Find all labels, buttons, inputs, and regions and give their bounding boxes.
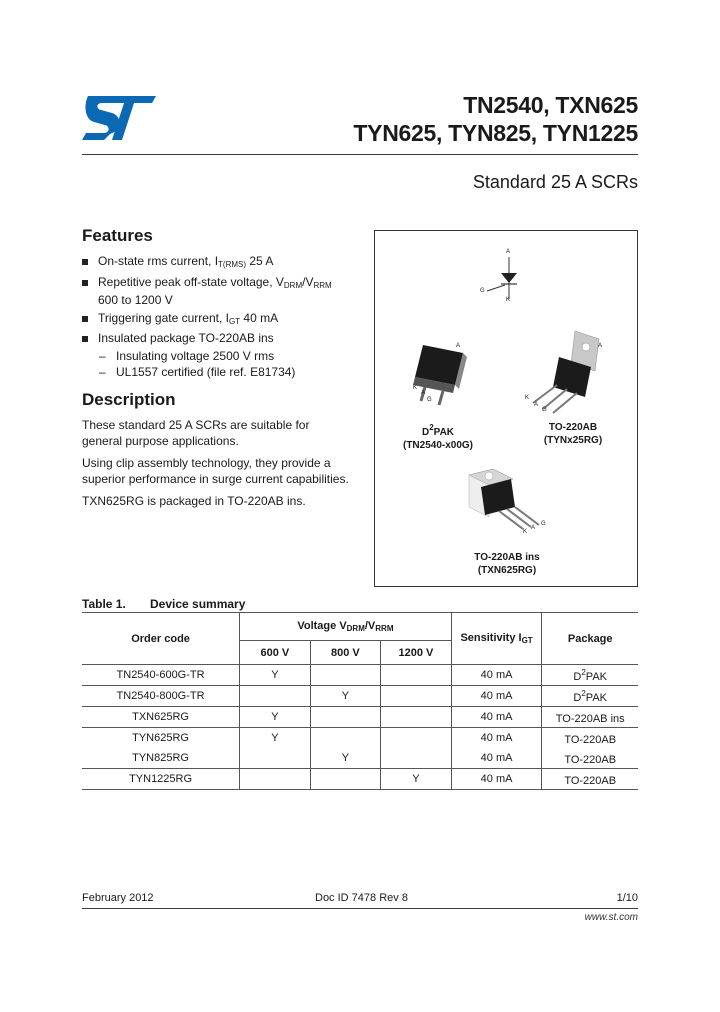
cell-order-code: TYN1225RG bbox=[129, 773, 193, 785]
symbol-pin-a: A bbox=[506, 249, 511, 255]
feature-subitem: – UL1557 certified (file ref. E81734) bbox=[99, 365, 296, 379]
to220ab-label: TO-220AB (TYNx25RG) bbox=[543, 422, 603, 446]
cell-1200v: Y bbox=[381, 769, 452, 790]
device-summary-table bbox=[82, 612, 638, 790]
cell-order-code: TYN625RG bbox=[132, 732, 189, 744]
d2pak-pin-a: A bbox=[421, 390, 426, 396]
cell-600v: Y bbox=[240, 728, 311, 749]
footer-url[interactable]: www.st.com bbox=[584, 912, 638, 923]
table-row bbox=[82, 686, 638, 707]
cell-800v: Y bbox=[310, 686, 381, 707]
feature-item: Triggering gate current, $I_{GT}$ 40 mA bbox=[82, 311, 362, 330]
table-row bbox=[82, 728, 638, 749]
symbol-pin-g: G bbox=[480, 288, 485, 294]
to220ab-ins-package-icon bbox=[459, 467, 549, 547]
to220ab-pin-k: K bbox=[525, 395, 530, 401]
cell-600v: Y bbox=[240, 665, 311, 686]
cell-package: TO-220AB ins bbox=[542, 707, 638, 728]
cell-1200v bbox=[381, 665, 452, 686]
scr-symbol-icon bbox=[475, 247, 525, 309]
header-800v: 800 V bbox=[310, 641, 381, 665]
cell-sensitivity: 40 mA bbox=[451, 665, 542, 686]
cell-800v bbox=[310, 707, 381, 728]
header-600v: 600 V bbox=[240, 641, 311, 665]
cell-sensitivity: 40 mA bbox=[451, 769, 542, 790]
feature-item: Repetitive peak off-state voltage, $V_{DRM}/V_{RRM}$ 600 to 1200 V bbox=[82, 275, 362, 309]
cell-package: $D^2PAK$ bbox=[542, 686, 638, 707]
header-1200v: 1200 V bbox=[381, 641, 452, 665]
description-body bbox=[82, 418, 352, 517]
cell-600v bbox=[240, 769, 311, 790]
cell-1200v bbox=[381, 728, 452, 749]
description-paragraph: TXN625RG is packaged in TO-220AB ins. bbox=[82, 494, 306, 508]
d2pak-pin-g: G bbox=[427, 397, 432, 403]
footer-rule bbox=[82, 908, 638, 909]
features-list bbox=[82, 254, 362, 382]
d2pak-package-icon bbox=[403, 339, 473, 413]
to220ab-ins-label: TO-220AB ins (TXN625RG) bbox=[474, 552, 540, 576]
cell-800v: Y bbox=[310, 748, 381, 769]
table-row bbox=[82, 769, 638, 790]
description-paragraph: These standard 25 A SCRs are suitable for general purpose applications. bbox=[82, 418, 310, 448]
cell-800v bbox=[310, 728, 381, 749]
cell-order-code: TN2540-600G-TR bbox=[116, 669, 205, 681]
footer-doc-id: Doc ID 7478 Rev 8 bbox=[315, 892, 408, 904]
d2pak-label: $D^2PAK$ (TN2540-x00G) bbox=[402, 423, 474, 451]
cell-package: TO-220AB bbox=[542, 748, 638, 769]
to220ab-pin-a: A bbox=[534, 402, 539, 408]
page-title-line1: TN2540, TXN625 bbox=[463, 92, 638, 118]
page-subtitle: Standard 25 A SCRs bbox=[472, 172, 638, 192]
cell-600v bbox=[240, 686, 311, 707]
cell-package: TO-220AB bbox=[542, 769, 638, 790]
footer-page: 1/10 bbox=[616, 892, 638, 904]
feature-item: Insulated package TO-220AB ins bbox=[82, 331, 362, 347]
cell-order-code: TYN825RG bbox=[132, 752, 189, 764]
page-title-line2: TYN625, TYN825, TYN1225 bbox=[353, 120, 638, 146]
cell-800v bbox=[310, 665, 381, 686]
feature-item: On-state rms current, $I_{T(RMS)}$ 25 A bbox=[82, 254, 362, 273]
footer-date: February 2012 bbox=[82, 892, 154, 904]
table-row bbox=[82, 665, 638, 686]
cell-order-code: TXN625RG bbox=[132, 711, 189, 723]
cell-1200v bbox=[381, 748, 452, 769]
title-rule bbox=[82, 154, 638, 155]
cell-800v bbox=[310, 769, 381, 790]
cell-600v bbox=[240, 748, 311, 769]
table-row bbox=[82, 707, 638, 728]
feature-subitem: – Insulating voltage 2500 V rms bbox=[99, 348, 275, 363]
header-voltage: Voltage $V_{DRM}/V_{RRM}$ bbox=[240, 613, 452, 641]
cell-sensitivity: 40 mA bbox=[451, 707, 542, 728]
d2pak-pin-k: K bbox=[413, 385, 418, 391]
cell-package: TO-220AB bbox=[542, 728, 638, 749]
to220ab-ins-pin-a: A bbox=[531, 525, 536, 531]
to220ab-package-icon bbox=[525, 327, 615, 417]
table-caption: Table 1. Device summary bbox=[82, 597, 246, 611]
features-heading: Features bbox=[82, 226, 153, 245]
cell-1200v bbox=[381, 686, 452, 707]
st-logo-icon bbox=[82, 96, 156, 140]
cell-sensitivity: 40 mA bbox=[451, 686, 542, 707]
cell-order-code: TN2540-800G-TR bbox=[116, 690, 205, 702]
cell-sensitivity: 40 mA bbox=[451, 748, 542, 769]
description-heading: Description bbox=[82, 390, 176, 409]
description-paragraph: Using clip assembly technology, they provide a superior performance in surge current capabilities. bbox=[82, 456, 349, 486]
to220ab-pin-g: G bbox=[542, 407, 547, 413]
table-row bbox=[82, 748, 638, 769]
to220ab-ins-pin-g: G bbox=[541, 521, 546, 527]
to220ab-ins-pin-k: K bbox=[523, 529, 528, 535]
cell-package: $D^2PAK$ bbox=[542, 665, 638, 686]
header-package: Package bbox=[542, 613, 638, 665]
to220ab-tab-label: A bbox=[598, 343, 603, 349]
package-figure-box bbox=[374, 230, 638, 587]
cell-1200v bbox=[381, 707, 452, 728]
header-sensitivity: Sensitivity $I_{GT}$ bbox=[451, 613, 542, 665]
header-order-code: Order code bbox=[131, 632, 190, 645]
d2pak-tab-label: A bbox=[456, 343, 461, 349]
cell-600v: Y bbox=[240, 707, 311, 728]
symbol-pin-k: K bbox=[506, 297, 511, 303]
cell-sensitivity: 40 mA bbox=[451, 728, 542, 749]
